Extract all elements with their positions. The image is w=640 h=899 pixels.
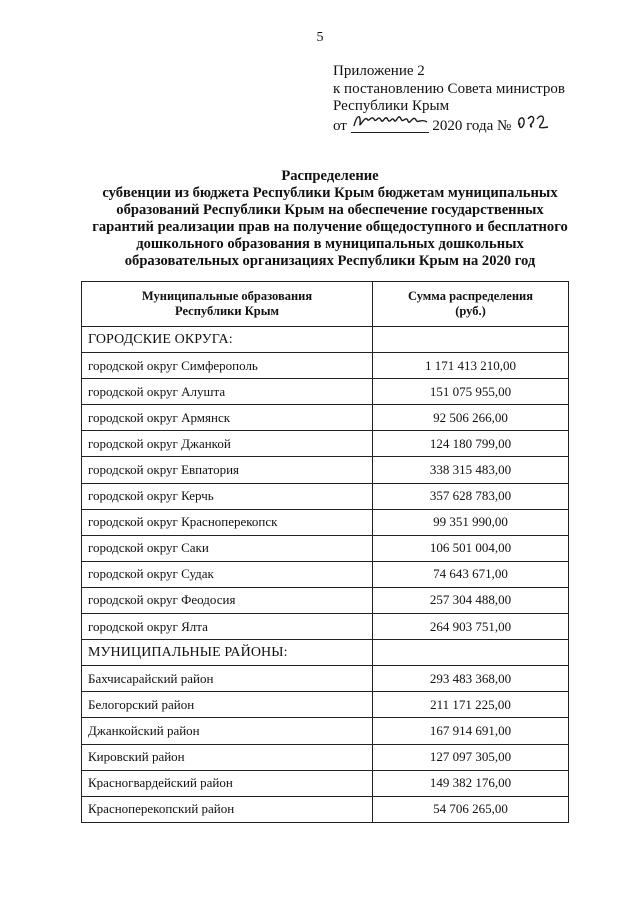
row-amount: 264 903 751,00 (373, 614, 569, 640)
handwritten-date (351, 116, 429, 136)
table-row (82, 640, 569, 666)
row-amount: 99 351 990,00 (373, 509, 569, 535)
row-name: Кировский район (82, 744, 373, 770)
handwritten-number (515, 117, 549, 136)
row-amount: 54 706 265,00 (373, 796, 569, 822)
title-line-1: Распределение (281, 168, 379, 184)
row-name: МУНИЦИПАЛЬНЫЕ РАЙОНЫ: (82, 640, 373, 666)
title-line-6: образовательных организациях Республики Крым на 2020 год (124, 253, 536, 269)
table-row (82, 692, 569, 718)
row-amount: 124 180 799,00 (373, 431, 569, 457)
column-header-municipality-line2: Республики Крым (175, 304, 279, 318)
appendix-header (333, 63, 565, 135)
row-amount: 167 914 691,00 (373, 718, 569, 744)
column-header-amount (373, 282, 569, 327)
table-row (82, 796, 569, 822)
table-row (82, 327, 569, 353)
row-name: городской округ Красноперекопск (82, 509, 373, 535)
row-name: городской округ Евпатория (82, 457, 373, 483)
row-name: городской округ Судак (82, 561, 373, 587)
row-amount: 149 382 176,00 (373, 770, 569, 796)
row-name: городской округ Керчь (82, 483, 373, 509)
row-name: Джанкойский район (82, 718, 373, 744)
table-row (82, 353, 569, 379)
table-row (82, 666, 569, 692)
appendix-line-1: Приложение 2 (333, 63, 425, 79)
distribution-table (81, 281, 569, 823)
row-name: Белогорский район (82, 692, 373, 718)
row-amount: 74 643 671,00 (373, 561, 569, 587)
date-prefix: от (333, 117, 347, 134)
row-amount: 338 315 483,00 (373, 457, 569, 483)
row-name: городской округ Армянск (82, 405, 373, 431)
table-row (82, 561, 569, 587)
page-number: 5 (316, 30, 324, 45)
table-row (82, 379, 569, 405)
row-name: Красноперекопский район (82, 796, 373, 822)
row-amount: 211 171 225,00 (373, 692, 569, 718)
table-row (82, 509, 569, 535)
appendix-date-line (333, 116, 565, 136)
row-name: ГОРОДСКИЕ ОКРУГА: (82, 327, 373, 353)
column-header-municipality-line1: Муниципальные образования (141, 289, 313, 303)
row-amount: 293 483 368,00 (373, 666, 569, 692)
row-name: городской округ Симферополь (82, 353, 373, 379)
handwritten-date-icon (351, 110, 431, 132)
title-line-4: гарантий реализации прав на получение общедоступного и бесплатного (92, 219, 568, 235)
row-amount: 127 097 305,00 (373, 744, 569, 770)
table-row (82, 483, 569, 509)
row-name: городской округ Джанкой (82, 431, 373, 457)
row-name: Бахчисарайский район (82, 666, 373, 692)
row-name: Красногвардейский район (82, 770, 373, 796)
table-row (82, 431, 569, 457)
title-line-2: субвенции из бюджета Республики Крым бюджетам муниципальных (102, 185, 558, 201)
column-header-amount-line1: Сумма распределения (407, 289, 533, 303)
table-row (82, 718, 569, 744)
date-suffix: 2020 года № (432, 117, 512, 134)
row-amount: 92 506 266,00 (373, 405, 569, 431)
table-row (82, 405, 569, 431)
row-name: городской округ Ялта (82, 614, 373, 640)
row-amount: 357 628 783,00 (373, 483, 569, 509)
row-name: городской округ Саки (82, 535, 373, 561)
table-row (82, 457, 569, 483)
column-header-amount-line2: (руб.) (455, 304, 486, 318)
row-amount (373, 640, 569, 666)
title-line-5: дошкольного образования в муниципальных дошкольных (136, 236, 524, 252)
row-name: городской округ Феодосия (82, 587, 373, 613)
appendix-line-3: Республики Крым (333, 98, 450, 114)
appendix-line-2: к постановлению Совета министров (333, 80, 565, 97)
title-line-3: образований Республики Крым на обеспечение государственных (116, 202, 544, 218)
row-amount: 1 171 413 210,00 (373, 353, 569, 379)
handwritten-number-icon (515, 111, 551, 133)
table-row (82, 770, 569, 796)
document-title (60, 168, 600, 270)
row-amount: 106 501 004,00 (373, 535, 569, 561)
row-name: городской округ Алушта (82, 379, 373, 405)
table-header-row (82, 282, 569, 327)
row-amount (373, 327, 569, 353)
table-row (82, 535, 569, 561)
row-amount: 257 304 488,00 (373, 587, 569, 613)
table-row (82, 744, 569, 770)
table-row (82, 587, 569, 613)
table-row (82, 614, 569, 640)
row-amount: 151 075 955,00 (373, 379, 569, 405)
column-header-municipality (82, 282, 373, 327)
